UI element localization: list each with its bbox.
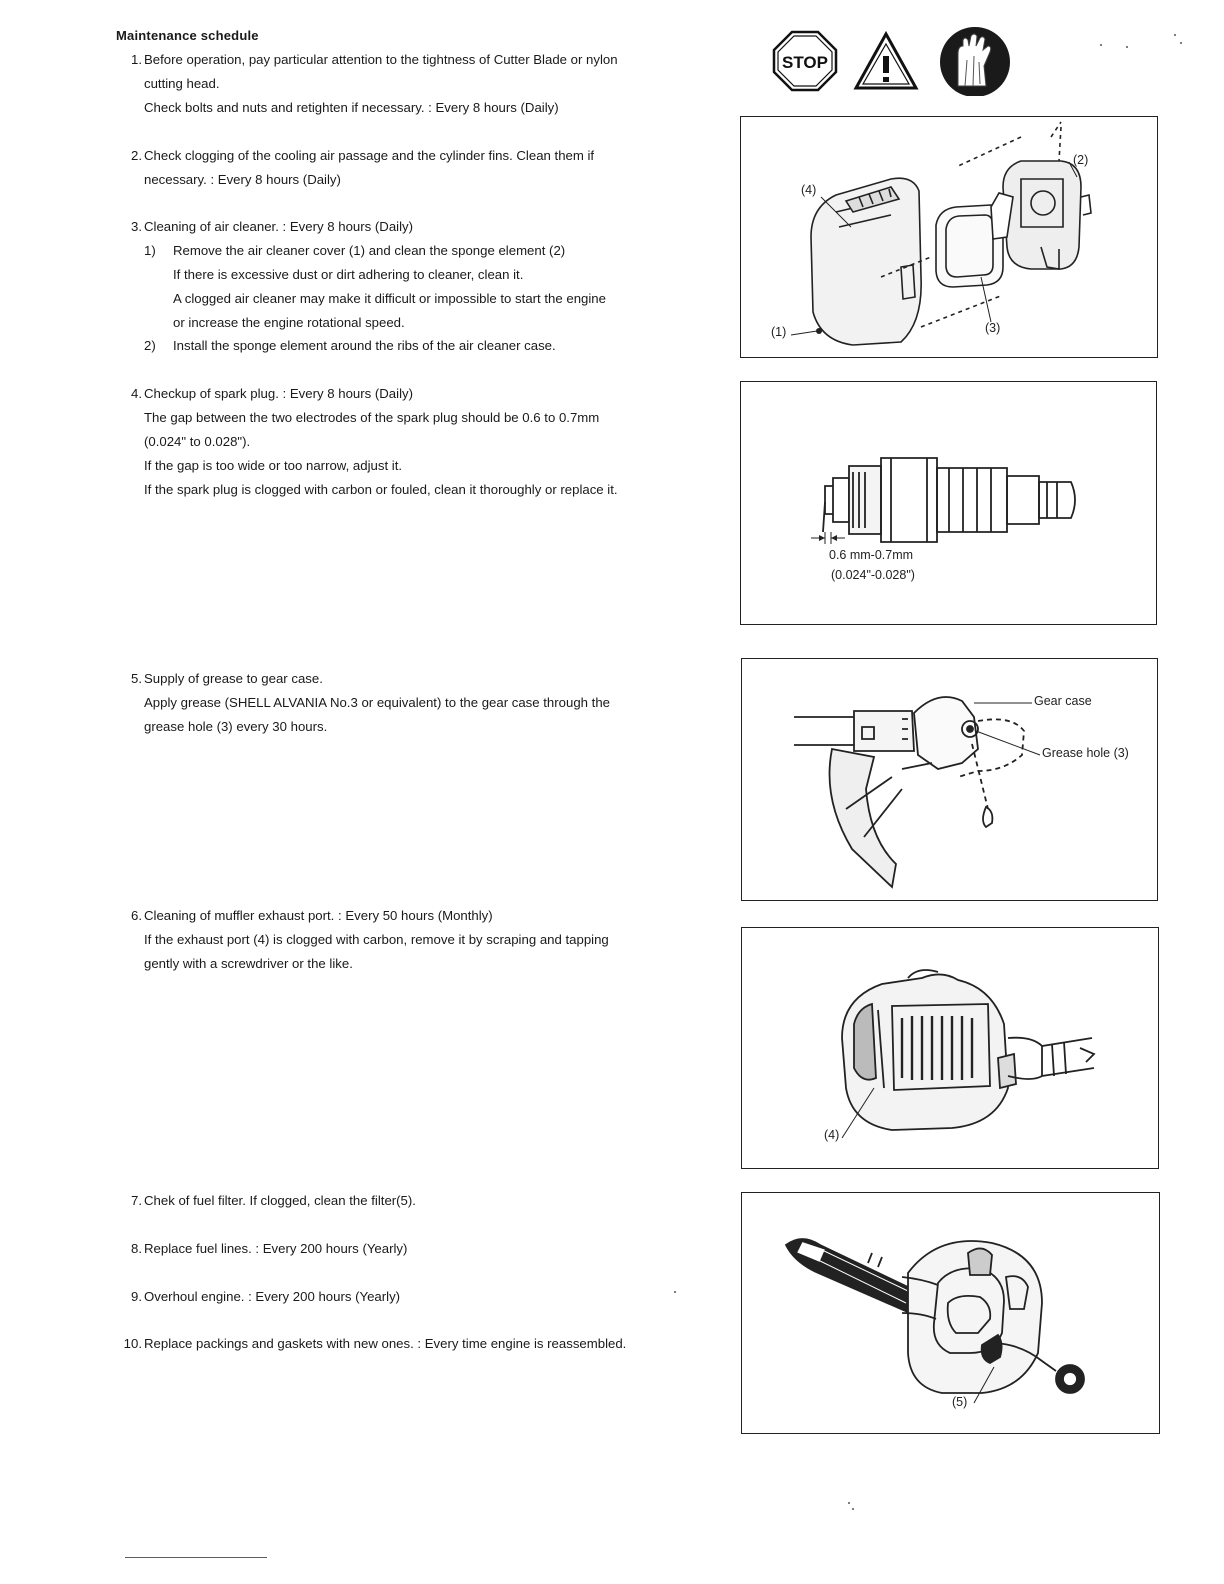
gloves-icon <box>940 27 1010 96</box>
safety-icons <box>772 26 1017 96</box>
warning-triangle-icon <box>856 34 916 88</box>
fuel-filter-figure <box>741 1192 1160 1434</box>
callout-2: (2) <box>1073 153 1089 167</box>
stop-sign-text: STOP <box>782 53 828 72</box>
air-cleaner-figure <box>740 116 1158 358</box>
callout-3: (3) <box>985 321 1001 335</box>
scan-mark <box>1100 44 1102 46</box>
callout-1: (1) <box>771 325 787 339</box>
gear-case-figure <box>741 658 1158 901</box>
air-cleaner-drawing <box>741 117 1157 357</box>
scan-mark <box>852 1508 854 1510</box>
muffler-drawing <box>742 928 1158 1168</box>
grease-hole-label: Grease hole (3) <box>1042 746 1129 760</box>
page-title: Maintenance schedule <box>116 28 259 43</box>
gap-inch-label: (0.024"-0.028") <box>831 568 915 582</box>
fuel-filter-label: (5) <box>952 1395 968 1409</box>
scan-mark <box>1174 34 1176 36</box>
stop-sign-icon <box>774 32 836 90</box>
exhaust-port-label: (4) <box>824 1128 840 1142</box>
spark-plug-figure <box>740 381 1157 625</box>
fuel-filter-drawing <box>742 1193 1159 1433</box>
scan-mark <box>674 1291 676 1293</box>
scan-mark <box>1180 42 1182 44</box>
spark-plug-drawing <box>741 382 1156 624</box>
muffler-figure <box>741 927 1159 1169</box>
scan-mark <box>848 1502 850 1504</box>
gear-case-label: Gear case <box>1034 694 1092 708</box>
footer-rule <box>125 1557 267 1558</box>
gear-case-drawing <box>742 659 1157 900</box>
callout-4: (4) <box>801 183 817 197</box>
scan-mark <box>1126 46 1128 48</box>
gap-mm-label: 0.6 mm-0.7mm <box>829 548 914 562</box>
